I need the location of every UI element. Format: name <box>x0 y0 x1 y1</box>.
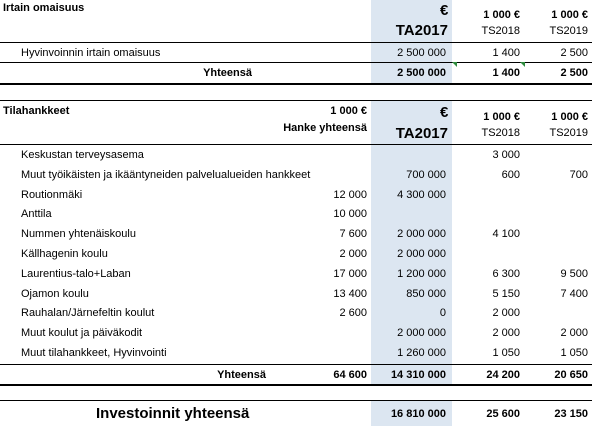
table-row <box>0 304 592 322</box>
row-hanke-yhteensa: 12 000 <box>333 188 367 201</box>
section1-title: Irtain omaisuus <box>3 2 85 14</box>
section2-total-rule <box>0 364 592 365</box>
row-ta2017: 0 <box>439 307 446 320</box>
row-ts2018: 1 400 <box>492 47 520 59</box>
row-label: Källhagenin koulu <box>21 248 108 260</box>
table-row <box>0 245 592 263</box>
row-label: Muut työikäisten ja ikääntyneiden palvelualueiden hankkeet <box>21 168 311 181</box>
section1-bottom-rule <box>0 83 592 85</box>
section1-col-ts1-header: TS2018 <box>481 25 520 37</box>
row-ta2017: 2 000 000 <box>397 248 446 260</box>
section2-col-hanke-unit: 1 000 € <box>330 105 367 117</box>
total-label: Yhteensä <box>217 369 266 381</box>
row-ts2019: 1 050 <box>560 347 588 359</box>
section1-total-rule <box>0 62 592 63</box>
section2-col-ts2-unit: 1 000 € <box>551 111 588 123</box>
row-hanke-yhteensa: 13 400 <box>333 287 367 300</box>
comment-marker <box>452 62 457 67</box>
row-hanke-yhteensa: 7 600 <box>339 228 367 241</box>
section2-col-ta-unit: € <box>440 104 449 121</box>
section1-header-rule <box>0 42 592 43</box>
total-ta2017: 14 310 000 <box>390 369 446 381</box>
table-row <box>0 205 592 223</box>
section2-col-hanke-header: Hanke yhteensä <box>283 122 367 134</box>
total-ts2018: 24 200 <box>486 369 520 381</box>
table-row <box>0 146 592 164</box>
row-ts2019: 2 000 <box>560 327 588 340</box>
section2-title: Tilahankkeet <box>3 105 70 117</box>
row-ts2018: 600 <box>501 168 520 181</box>
row-ta2017: 1 200 000 <box>397 267 446 280</box>
section2-total-row <box>0 366 592 384</box>
row-label: Routionmäki <box>21 188 83 201</box>
row-ta2017: 850 000 <box>406 287 446 300</box>
comment-marker <box>520 62 525 67</box>
row-ts2018: 6 300 <box>492 267 520 280</box>
section2-col-ts1-header: TS2018 <box>481 127 520 139</box>
row-label: Anttila <box>21 208 52 221</box>
section1-col-ta-unit: € <box>440 2 449 19</box>
table-row <box>0 44 592 62</box>
row-ts2018: 5 150 <box>492 287 520 300</box>
row-ta2017: 4 300 000 <box>397 188 446 201</box>
row-ta2017: 2 000 000 <box>397 228 446 241</box>
grand-total-ts2019: 23 150 <box>554 408 588 420</box>
section2-header-rule <box>0 144 592 145</box>
row-hanke-yhteensa: 10 000 <box>333 208 367 221</box>
row-ts2018: 2 000 <box>492 327 520 340</box>
section1-total-row <box>0 64 592 82</box>
row-label: Nummen yhtenäiskoulu <box>21 228 136 241</box>
row-label: Rauhalan/Järnefeltin koulut <box>21 307 155 320</box>
grand-total-row <box>0 403 592 425</box>
section2-col-ts1-unit: 1 000 € <box>483 111 520 123</box>
row-ts2019: 2 500 <box>560 47 588 59</box>
row-label: Ojamon koulu <box>21 287 89 300</box>
row-hanke-yhteensa: 2 600 <box>339 307 367 320</box>
table-row <box>0 265 592 283</box>
table-row <box>0 324 592 342</box>
row-ta2017: 2 000 000 <box>397 327 446 340</box>
section2-col-ts2-header: TS2019 <box>549 127 588 139</box>
grand-total-top-rule <box>0 400 592 401</box>
table-row <box>0 166 592 184</box>
row-hanke-yhteensa: 17 000 <box>333 267 367 280</box>
row-ta2017: 1 260 000 <box>397 347 446 359</box>
row-ts2018: 2 000 <box>492 307 520 320</box>
row-ts2018: 1 050 <box>492 347 520 359</box>
row-label: Muut tilahankkeet, Hyvinvointi <box>21 347 167 359</box>
table-row <box>0 225 592 243</box>
section2-top-rule <box>0 100 592 101</box>
row-hanke-yhteensa: 2 000 <box>339 248 367 260</box>
grand-total-label: Investoinnit yhteensä <box>96 405 250 422</box>
row-ts2019: 7 400 <box>560 287 588 300</box>
total-ts2019: 2 500 <box>560 67 588 79</box>
grand-total-ts2018: 25 600 <box>486 408 520 420</box>
row-ta2017: 2 500 000 <box>397 47 446 59</box>
row-ts2018: 3 000 <box>492 149 520 161</box>
section1-col-ts2-unit: 1 000 € <box>551 9 588 21</box>
section2-col-ta-header: TA2017 <box>395 125 448 142</box>
total-hanke: 64 600 <box>333 369 367 381</box>
row-label: Laurentius-talo+Laban <box>21 267 131 280</box>
table-row <box>0 186 592 204</box>
row-label: Muut koulut ja päiväkodit <box>21 327 143 340</box>
row-label: Hyvinvoinnin irtain omaisuus <box>21 47 161 59</box>
row-ts2019: 9 500 <box>560 267 588 280</box>
total-ts2018: 1 400 <box>492 67 520 79</box>
grand-total-ta2017: 16 810 000 <box>390 408 446 420</box>
section1-col-ts1-unit: 1 000 € <box>483 9 520 21</box>
total-label: Yhteensä <box>203 67 252 79</box>
section2-bottom-rule <box>0 384 592 386</box>
section1-col-ts2-header: TS2019 <box>549 25 588 37</box>
total-ta2017: 2 500 000 <box>397 67 446 79</box>
total-ts2019: 20 650 <box>554 369 588 381</box>
table-row <box>0 285 592 303</box>
row-ta2017: 700 000 <box>406 168 446 181</box>
row-label: Keskustan terveysasema <box>21 149 144 161</box>
table-row <box>0 344 592 362</box>
row-ts2018: 4 100 <box>492 228 520 241</box>
row-ts2019: 700 <box>569 168 588 181</box>
section1-col-ta-header: TA2017 <box>395 22 448 39</box>
